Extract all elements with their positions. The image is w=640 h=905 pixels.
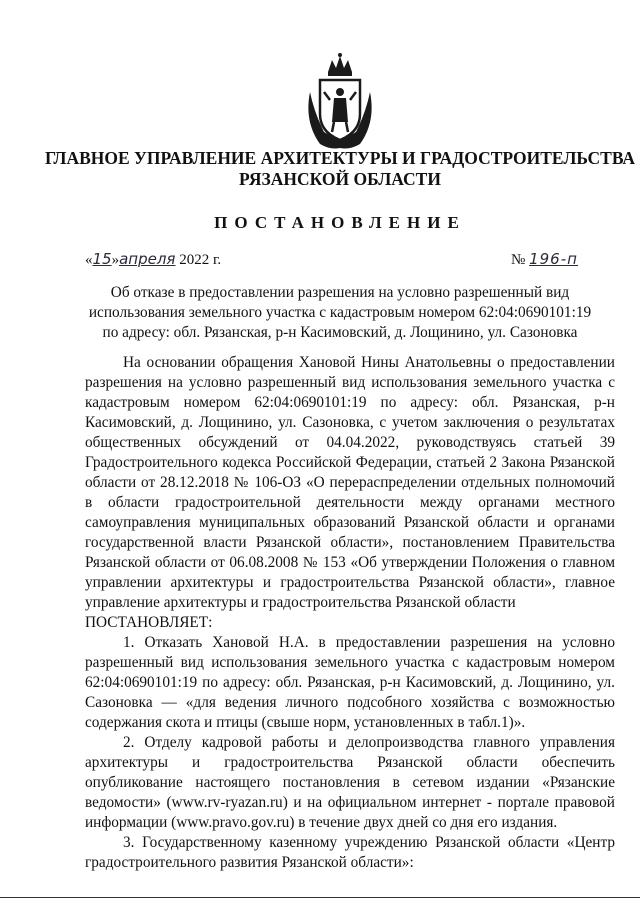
document-body [85, 353, 615, 873]
item-1-paragraph: 1. Отказать Хановой Н.А. в предоставлении разрешения на условно разрешенный вид использования земельного участка с кадастровым номером 62:04:0690101:19 по адресу: обл. Рязанская, р-н Касимовский, д. Лощинино, ул. Сазоновка — «для ведения личного подсобного хозяйства с возможностью содержания скота и птицы (свыше норм, установленных в табл.1)». [85, 634, 615, 731]
page-bottom-rule [0, 897, 640, 898]
item-2-paragraph: 2. Отделу кадровой работы и делопроизводства главного управления архитектуры и градостроительства Рязанской области обеспечить опубликование настоящего постановления в сетевом издании «Рязанские ведомости» (www.rv-ryazan.ru) и на официальном интернет - портале правовой информации (www.pravo.gov.ru) в течение двух дней со дня его издания. [85, 734, 615, 831]
subject-line: Об отказе в предоставлении разрешения на условно разрешенный вид [110, 284, 570, 301]
date-day: 15 [92, 250, 112, 268]
org-name-line1: ГЛАВНОЕ УПРАВЛЕНИЕ АРХИТЕКТУРЫ И ГРАДОСТРОИТЕЛЬСТВА [44, 148, 636, 168]
document-subject [80, 283, 600, 343]
date-close-quote: » [111, 252, 120, 268]
preamble-paragraph: На основании обращения Хановой Нины Анатольевны о предоставлении разрешения на условно разрешенный вид использования земельного участка с кадастровым номером 62:04:0690101:19 по адресу: обл. Рязанская, р-н Касимовский, д. Лощинино, ул. Сазоновка, с учетом заключения о результатах общественных обсуждений от 04.04.2022, руководствуясь статьей 39 Градостроительного кодекса Российской Федерации, статьей 2 Закона Рязанской области от 28.12.2018 № 106-ОЗ «О перераспределении отдельных полномочий в области градостроительной деятельности между органами местного самоуправления муниципальных образований Рязанской области и органами государственной власти Рязанской области», постановлением Правительства Рязанской области от 06.08.2008 № 153 «Об утверждении Положения о главном управлении архитектуры и градостроительства Рязанской области», главное управление архитектуры и градостроительства Рязанской области [85, 354, 615, 611]
item-3-paragraph: 3. Государственному казенному учреждению Рязанской области «Центр градостроительного развития Рязанской области»: [85, 834, 615, 871]
document-date [85, 250, 221, 269]
date-open-quote: « [85, 252, 93, 268]
resolves-heading: ПОСТАНОВЛЯЕТ: [85, 614, 213, 631]
number-sign: № [511, 252, 526, 268]
subject-line: по адресу: обл. Рязанская, р-н Касимовский, д. Лощинино, ул. Сазоновка [102, 324, 578, 341]
org-name-line2: РЯЗАНСКОЙ ОБЛАСТИ [239, 169, 441, 189]
number-value: 196-п [529, 250, 578, 268]
subject-line: использования земельного участка с кадастровым номером 62:04:0690101:19 [88, 304, 592, 321]
date-year: 2022 г. [179, 252, 222, 268]
ryazan-coat-of-arms-emblem [300, 52, 380, 152]
document-number [511, 250, 578, 269]
document-type-title: ПОСТАНОВЛЕНИЕ [214, 213, 466, 232]
date-month: апреля [119, 250, 176, 268]
